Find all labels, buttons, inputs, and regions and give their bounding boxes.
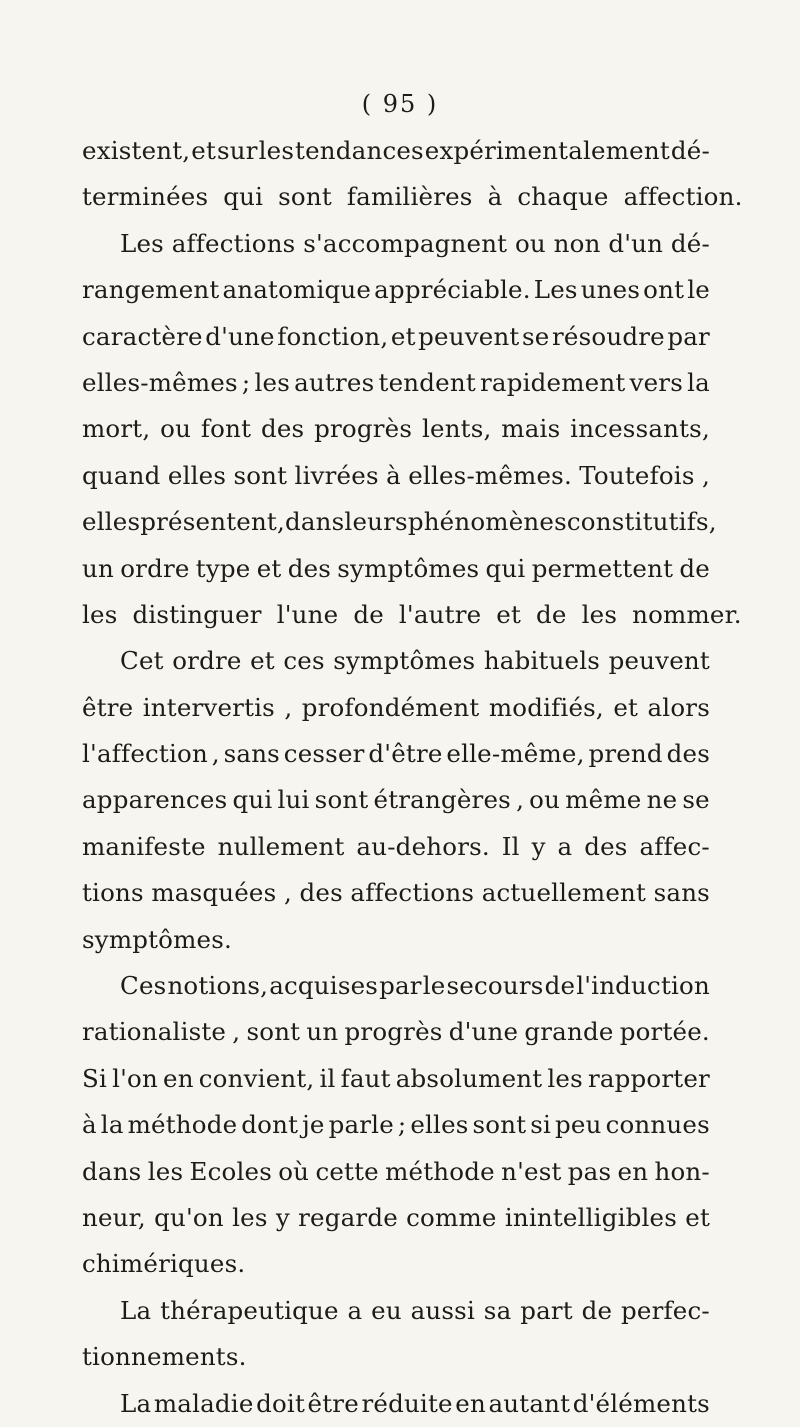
text-line: tionnements. <box>82 1342 247 1372</box>
page-number: ( 95 ) <box>361 90 439 118</box>
text-line: Les affections s'accompagnent ou non d'un dé- <box>120 228 710 258</box>
text-line: La maladie doit être réduite en autant d'éléments <box>120 1388 710 1418</box>
text-line: rationaliste , sont un progrès d'une grande portée. <box>82 1017 710 1047</box>
text-line: La thérapeutique a eu aussi sa part de perfec- <box>120 1295 710 1325</box>
text-line: rangement anatomique appréciable. Les unes ont le <box>82 275 710 305</box>
text-line: être intervertis , profondément modifiés, et alors <box>82 692 710 722</box>
body-text <box>82 128 743 1427</box>
text-line: l'affection , sans cesser d'être elle-même, prend des <box>82 739 710 769</box>
text-line: Cet ordre et ces symptômes habituels peuvent <box>120 646 710 676</box>
text-line: elles-mêmes ; les autres tendent rapidement vers la <box>82 367 710 397</box>
text-line: symptômes. <box>82 924 233 954</box>
text-line: les distinguer l'une de l'autre et de les nommer. <box>82 599 742 629</box>
text-line: Si l'on en convient, il faut absolument les rapporter <box>82 1063 710 1093</box>
text-line: elles présentent, dans leurs phénomènes constitutifs, <box>82 507 717 537</box>
text-line: neur, qu'on les y regarde comme inintelligibles et <box>82 1202 710 1232</box>
text-line: apparences qui lui sont étrangères , ou même ne se <box>82 785 710 815</box>
text-line: à la méthode dont je parle ; elles sont si peu connues <box>82 1110 710 1140</box>
text-line: quand elles sont livrées à elles-mêmes. Toutefois , <box>82 460 710 490</box>
text-line: tions masquées , des affections actuellement sans <box>82 878 710 908</box>
text-line: terminées qui sont familières à chaque affection. <box>82 182 743 212</box>
text-line: chimériques. <box>82 1249 246 1279</box>
text-line: un ordre type et des symptômes qui permettent de <box>82 553 710 583</box>
text-line: Ces notions, acquises par le secours de l'induction <box>120 971 710 1001</box>
text-line: mort, ou font des progrès lents, mais incessants, <box>82 414 710 444</box>
text-line: dans les Ecoles où cette méthode n'est pas en hon- <box>82 1156 710 1186</box>
text-line: manifeste nullement au-dehors. Il y a des affec- <box>82 831 710 861</box>
text-line: existent, et sur les tendances expérimentalement dé- <box>82 136 710 165</box>
text-line: caractère d'une fonction, et peuvent se résoudre par <box>82 321 710 351</box>
